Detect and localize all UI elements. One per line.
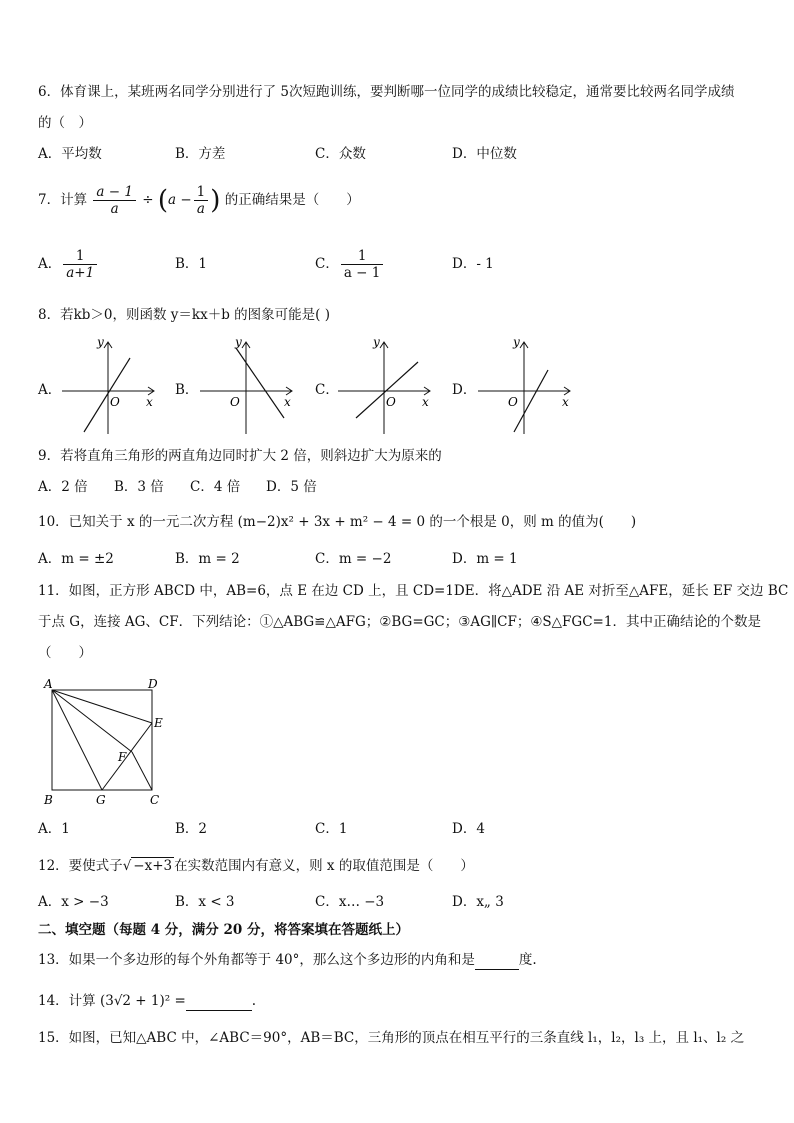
q12-option-b: B．x < 3	[175, 894, 235, 910]
origin-label: O	[230, 395, 240, 409]
label-f: F	[118, 750, 127, 764]
sqrt-symbol: √	[122, 858, 132, 874]
q8-graph-b	[196, 336, 296, 436]
q8-option-d: D．	[452, 382, 477, 398]
q7-divide: ÷	[142, 192, 154, 208]
q11-square-figure	[40, 674, 170, 810]
q12-option-d: D．x„ 3	[452, 894, 504, 910]
q7-suffix: 的正确结果是（ ）	[224, 192, 360, 208]
q6-option-a: A．平均数	[38, 146, 102, 162]
q7-paren-open: (	[157, 185, 168, 216]
label-e: E	[154, 716, 163, 730]
x-label: x	[562, 395, 569, 409]
q7-inner-a: a −	[168, 192, 192, 208]
label-g: G	[96, 793, 106, 807]
q8-option-a: A．	[38, 382, 62, 398]
q10-option-c: C．m = −2	[315, 551, 392, 567]
origin-label: O	[386, 395, 396, 409]
graph-line	[356, 362, 418, 418]
q7-option-c: C． $\frac{1}{a - 1}$	[315, 244, 385, 284]
y-label: y	[97, 336, 104, 349]
label-a: A	[44, 677, 53, 691]
q6-option-c: C．众数	[315, 146, 366, 162]
q12-radicand: −x+3	[133, 858, 173, 874]
q7-fraction-1: $\frac{a - 1}{a}$	[93, 184, 136, 217]
q11-option-d: D．4	[452, 821, 485, 837]
label-d: D	[148, 677, 158, 691]
origin-label: O	[508, 395, 518, 409]
q6-line2: 的（ ）	[38, 115, 92, 131]
q13-answer-blank[interactable]	[475, 969, 519, 970]
q6-line1: 6．体育课上，某班两名同学分别进行了 5次短跑训练，要判断哪一位同学的成绩比较稳定，通常要比较两名同学成绩	[38, 84, 735, 100]
segment-ag	[52, 690, 102, 790]
q6-option-d: D．中位数	[452, 146, 517, 162]
q8-option-b: B．	[175, 382, 199, 398]
q14-answer-blank[interactable]	[186, 1010, 252, 1011]
q6-option-b: B．方差	[175, 146, 226, 162]
q12-option-c: C．x… −3	[315, 894, 385, 910]
q11-line2: 于点 G，连接 AG、CF．下列结论：①△ABG≌△AFG；②BG=GC；③AG∥CF；④S△FGC=1．其中正确结论的个数是	[38, 614, 761, 630]
q13-text: 13．如果一个多边形的每个外角都等于 40°，那么这个多边形的内角和是 度.	[38, 952, 537, 968]
q9-option-a: A．2 倍	[38, 479, 88, 495]
x-label: x	[284, 395, 291, 409]
y-label: y	[373, 336, 380, 349]
graph-line	[236, 348, 284, 418]
label-c: C	[150, 793, 160, 807]
q10-option-d: D．m = 1	[452, 551, 518, 567]
q11-line3: （ ）	[38, 645, 92, 661]
q11-line1: 11．如图，正方形 ABCD 中，AB=6，点 E 在边 CD 上，且 CD=1DE．将△ADE 沿 AE 对折至△AFE，延长 EF 交边 BC	[38, 583, 789, 599]
q7-expression	[38, 180, 360, 221]
q14-text: 14．计算 (3√2 + 1)² = .	[38, 993, 257, 1009]
q11-option-b: B．2	[175, 821, 208, 837]
segment-af	[52, 690, 132, 752]
square-abcd	[52, 690, 152, 790]
origin-label: O	[110, 395, 120, 409]
q9-option-b: B．3 倍	[114, 479, 164, 495]
q9-text: 9．若将直角三角形的两直角边同时扩大 2 倍，则斜边扩大为原来的	[38, 448, 442, 464]
q9-option-d: D．5 倍	[266, 479, 317, 495]
x-label: x	[146, 395, 153, 409]
q10-option-a: A．m = ±2	[38, 551, 114, 567]
q8-graph-c	[334, 336, 434, 436]
q7-option-a: A． $\frac{1}{a+1}$	[38, 244, 99, 284]
q8-graph-a	[58, 336, 158, 436]
graph-line	[84, 358, 130, 432]
q9-option-c: C．4 倍	[190, 479, 241, 495]
q11-option-a: A．1	[38, 821, 70, 837]
q11-option-c: C．1	[315, 821, 348, 837]
segment-eg	[102, 723, 152, 790]
label-b: B	[44, 793, 53, 807]
graph-line	[514, 370, 548, 432]
q10-text: 10．已知关于 x 的一元二次方程 (m−2)x² + 3x + m² − 4 = 0 的一个根是 0，则 m 的值为( )	[38, 514, 637, 530]
q8-option-c: C．	[315, 382, 339, 398]
q15-text: 15．如图，已知△ABC 中，∠ABC＝90°，AB＝BC，三角形的顶点在相互平行的三条直线 l₁，l₂，l₃ 上，且 l₁、l₂ 之	[38, 1030, 745, 1046]
segment-cf	[132, 752, 152, 790]
section-fill-in-heading: 二、填空题（每题 4 分，满分 20 分，将答案填在答题纸上）	[38, 922, 409, 938]
q8-text: 8．若kb＞0，则函数 y＝kx＋b 的图象可能是( )	[38, 307, 330, 323]
q7-paren-close: )	[210, 185, 221, 216]
x-label: x	[422, 395, 429, 409]
y-label: y	[513, 336, 520, 349]
y-label: y	[235, 336, 242, 349]
q12-text: 12．要使式子√ −x+3 在实数范围内有意义，则 x 的取值范围是（ ）	[38, 858, 474, 874]
q10-option-b: B．m = 2	[175, 551, 240, 567]
q8-graph-d	[474, 336, 574, 436]
segment-ae	[52, 690, 152, 723]
q7-option-b: B．1	[175, 256, 208, 272]
q7-prefix: 7．计算	[38, 192, 88, 208]
q12-option-a: A．x > −3	[38, 894, 109, 910]
q7-fraction-2: $\frac{1}{a}$	[194, 184, 209, 217]
q7-option-d: D．- 1	[452, 256, 494, 272]
